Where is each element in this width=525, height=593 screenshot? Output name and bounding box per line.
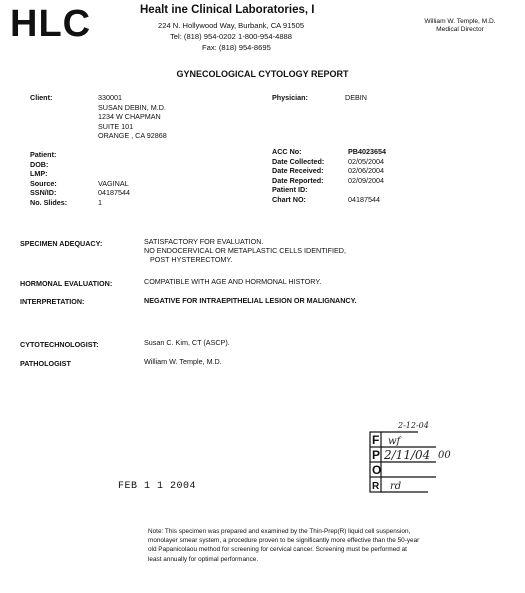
stamp-r-initials: rd xyxy=(390,481,402,492)
routing-stamp xyxy=(368,418,468,496)
acc-no-value: PB4023654 xyxy=(348,147,386,156)
patient-id-value xyxy=(348,185,386,195)
specimen-adequacy-line: NO ENDOCERVICAL OR METAPLASTIC CELLS IDENTIFIED, xyxy=(144,246,346,255)
note-line: monolayer smear system, a procedure proven to be significantly more effective than the 50-year xyxy=(148,537,420,545)
hormonal-evaluation-label: HORMONAL EVALUATION: xyxy=(20,279,113,288)
cytotechnologist-value: Susan C. Kim, CT (ASCP). xyxy=(144,338,230,347)
specimen-adequacy-line: POST HYSTERECTOMY. xyxy=(150,255,233,264)
dob-label: DOB: xyxy=(30,159,49,169)
physician-label: Physician: xyxy=(272,93,308,102)
lab-address: 224 N. Hollywood Way, Burbank, CA 91505 xyxy=(158,21,305,30)
source-label: Source: xyxy=(30,178,57,188)
accession-labels xyxy=(272,147,324,205)
stamp-f-initials: wf xyxy=(388,436,401,447)
medical-director xyxy=(414,18,506,34)
slides-value: 1 xyxy=(98,197,102,207)
slides-label: No. Slides: xyxy=(30,197,68,207)
specimen-adequacy-label: SPECIMEN ADEQUACY: xyxy=(20,239,103,248)
director-name: William W. Temple, M.D. xyxy=(424,18,496,25)
lmp-value xyxy=(98,169,130,179)
patient-values xyxy=(98,150,130,208)
interpretation-value: NEGATIVE FOR INTRAEPITHELIAL LESION OR MALIGNANCY. xyxy=(144,296,357,305)
note-line: Note: This specimen was prepared and examined by the Thin-Prep(R) liquid cell suspension, xyxy=(148,528,411,535)
client-line: SUSAN DEBIN, M.D. xyxy=(98,102,166,112)
cytotechnologist-label: CYTOTECHNOLOGIST: xyxy=(20,340,99,349)
ssn-value: 04187544 xyxy=(98,188,130,198)
report-title: GYNECOLOGICAL CYTOLOGY REPORT xyxy=(176,69,349,79)
chart-no-label: Chart NO: xyxy=(272,194,306,204)
client-address xyxy=(98,93,167,141)
specimen-adequacy-value xyxy=(144,237,346,264)
source-value: VAGINAL xyxy=(98,178,129,188)
client-line: 330001 xyxy=(98,93,122,102)
accession-values xyxy=(348,147,386,205)
interpretation-label: INTERPRETATION: xyxy=(20,297,85,306)
stamp-letter-p: P xyxy=(372,448,381,462)
lmp-label: LMP: xyxy=(30,169,48,179)
director-title: Medical Director xyxy=(436,26,484,33)
lab-phone: Tel: (818) 954-0202 1-800-954-4888 xyxy=(170,32,293,41)
hormonal-evaluation-value: COMPATIBLE WITH AGE AND HORMONAL HISTORY. xyxy=(144,277,322,286)
pathologist-value: William W. Temple, M.D. xyxy=(144,357,222,366)
date-received-value: 02/06/2004 xyxy=(348,166,384,176)
client-line: 1234 W CHAPMAN xyxy=(98,112,161,122)
date-collected-value: 02/05/2004 xyxy=(348,156,384,166)
chart-no-value: 04187544 xyxy=(348,194,380,204)
lab-name: Healt ine Clinical Laboratories, I xyxy=(140,4,315,16)
patient-id-label: Patient ID: xyxy=(272,185,308,195)
stamp-letter-f: F xyxy=(372,433,380,447)
specimen-adequacy-line: SATISFACTORY FOR EVALUATION. xyxy=(144,237,264,246)
patient-labels xyxy=(30,150,67,208)
date-received-label: Date Received: xyxy=(272,166,324,176)
stamp-top-date: 2-12-04 xyxy=(398,421,429,430)
acc-no-label: ACC No: xyxy=(272,147,302,156)
lab-logo: HLC xyxy=(10,3,92,45)
stamp-p-extra: 00 xyxy=(438,450,451,461)
lab-fax: Fax: (818) 954-8695 xyxy=(202,43,271,52)
stamp-letter-r: R xyxy=(372,481,380,492)
date-reported-value: 02/09/2004 xyxy=(348,175,384,185)
stamp-p-date: 2/11/04 xyxy=(384,448,431,462)
client-line: SUITE 101 xyxy=(98,121,134,131)
dob-value xyxy=(98,160,130,170)
footer-note xyxy=(148,527,508,564)
stamp-letter-o: O xyxy=(372,463,382,477)
client-line: ORANGE , CA 92868 xyxy=(98,131,167,141)
received-date-stamp: FEB 1 1 2004 xyxy=(118,481,197,492)
date-reported-label: Date Reported: xyxy=(272,175,324,185)
physician-value: DEBIN xyxy=(345,93,367,102)
ssn-label: SSN/ID: xyxy=(30,188,57,198)
patient-value xyxy=(98,150,130,160)
note-line: least annually for optimal performance. xyxy=(148,555,259,563)
note-line: old Papanicolaou method for screening for cervical cancer. Screening must be performed at xyxy=(148,546,407,554)
patient-label: Patient: xyxy=(30,150,57,159)
date-collected-label: Date Collected: xyxy=(272,156,325,166)
pathologist-label: PATHOLOGIST xyxy=(20,359,71,368)
client-label: Client: xyxy=(30,93,53,102)
